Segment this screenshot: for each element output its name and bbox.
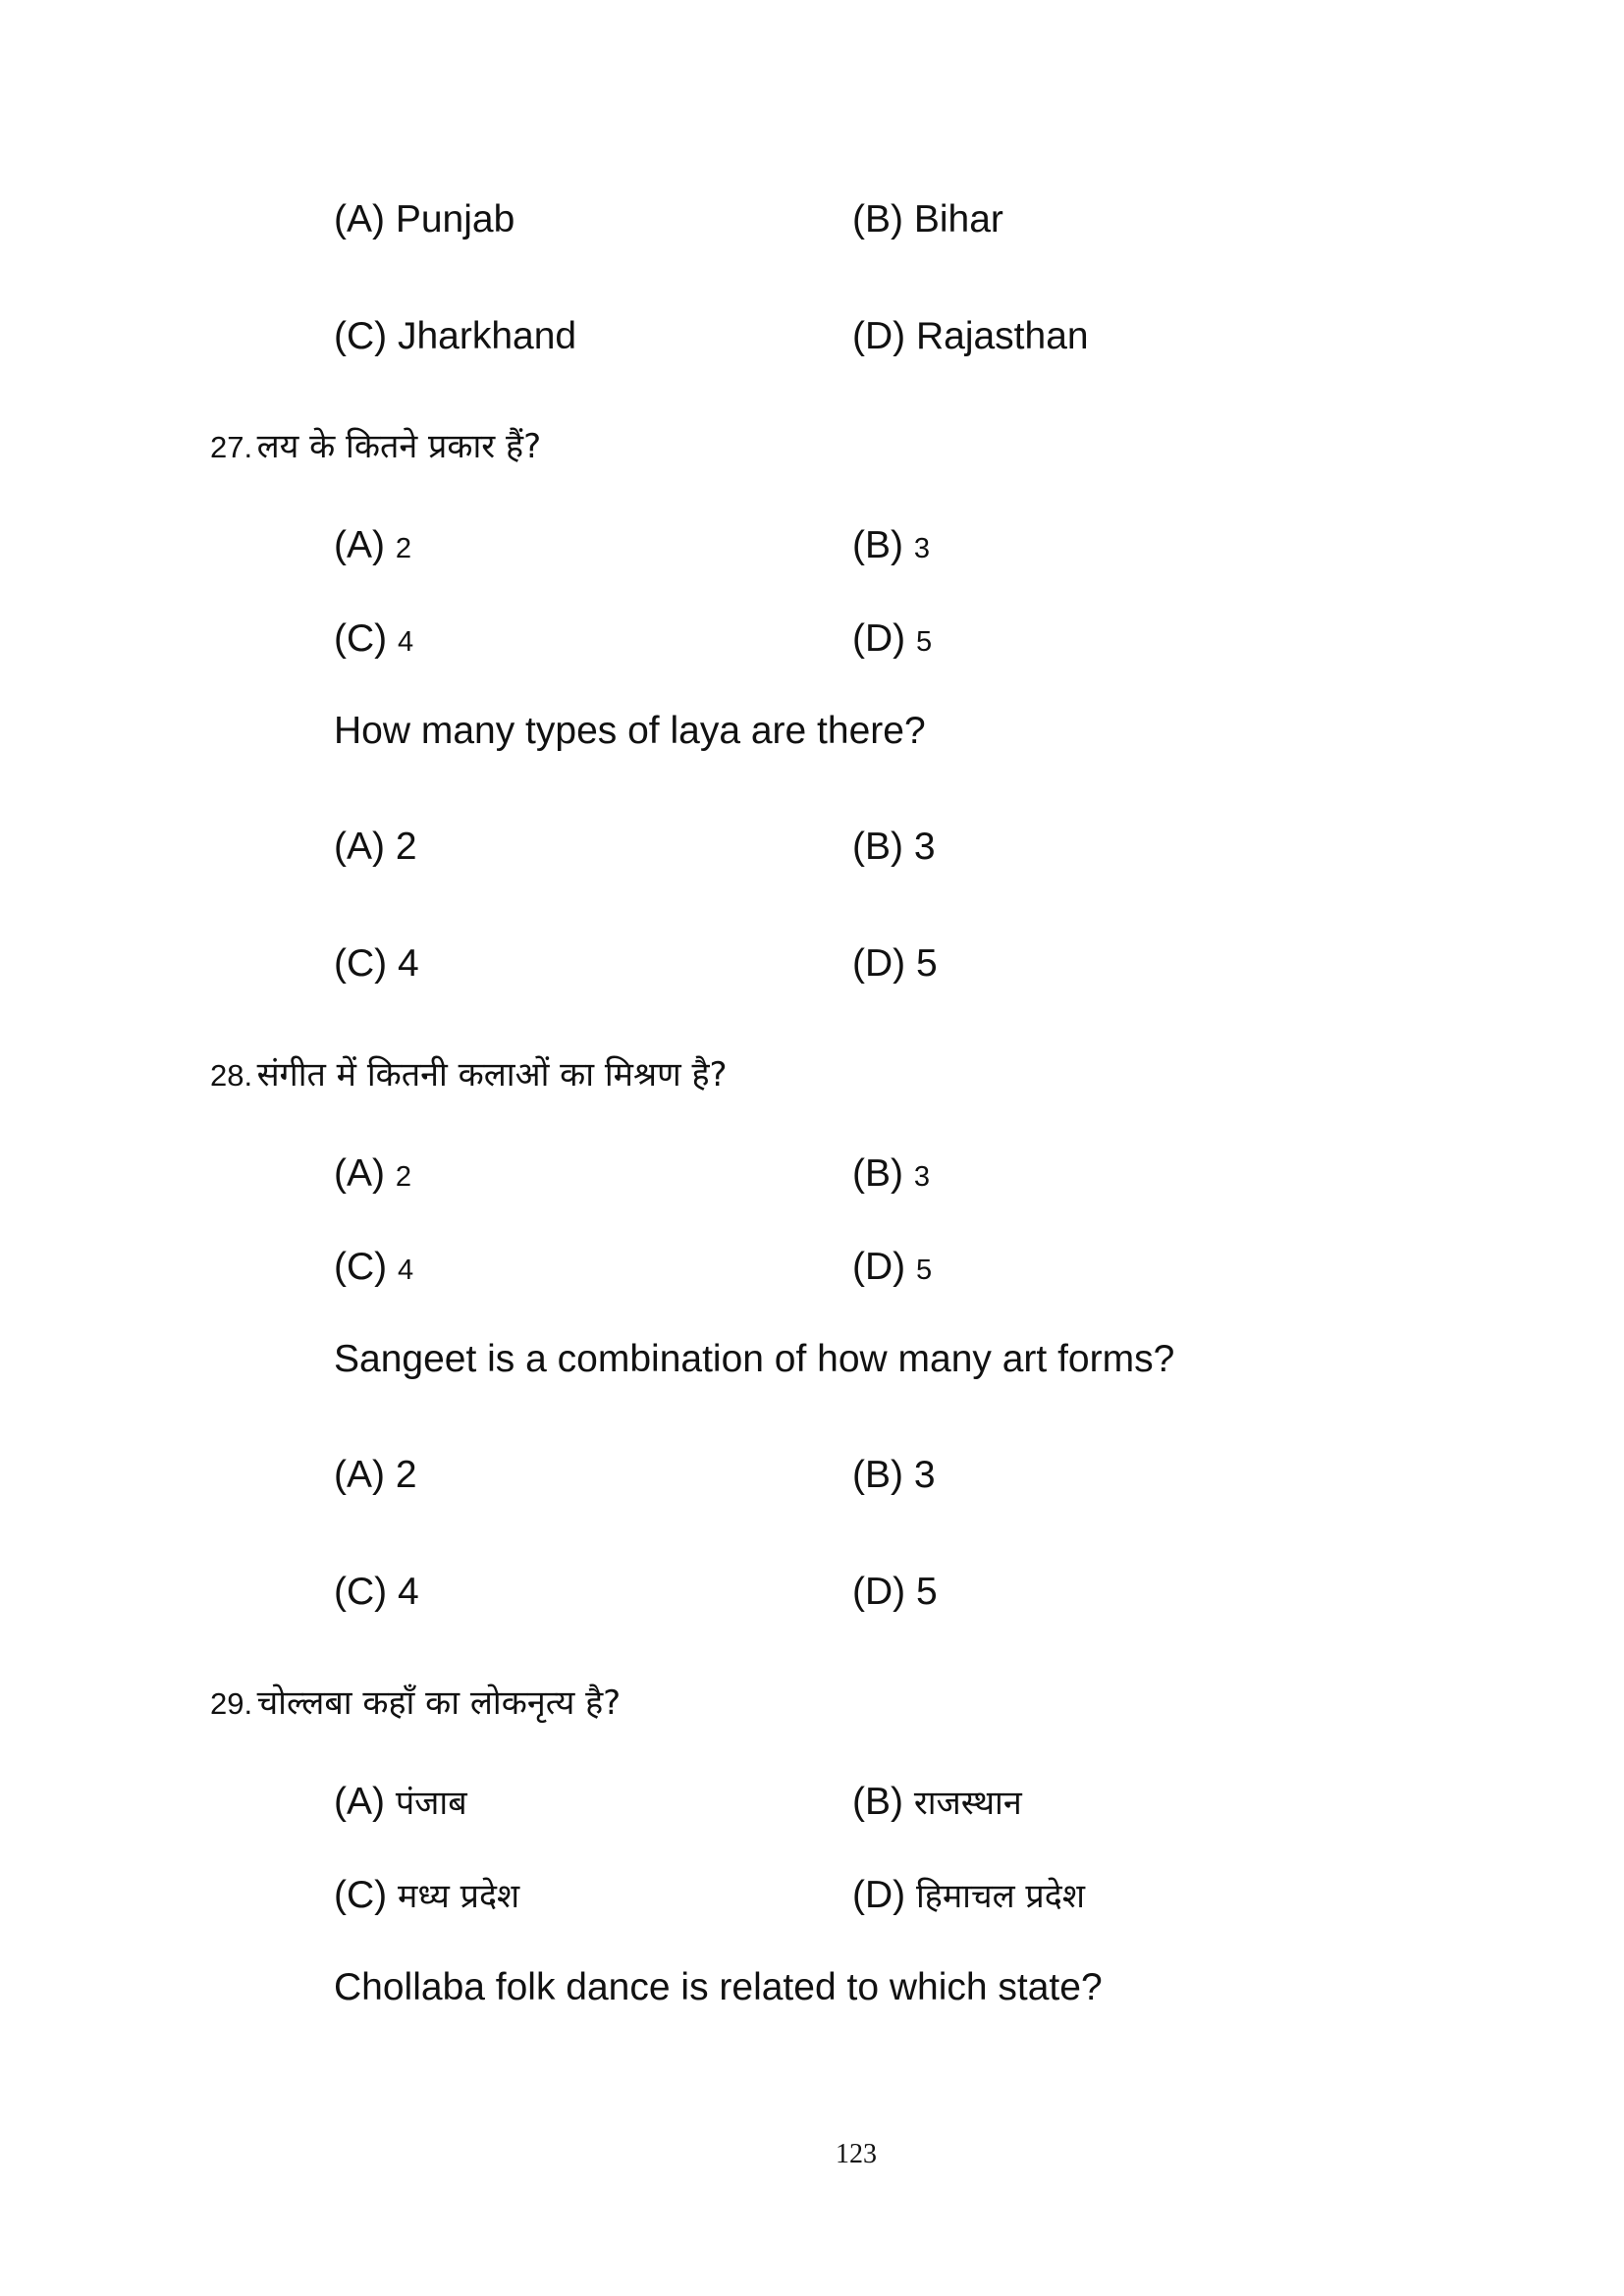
q27-hindi-option-b	[852, 526, 930, 564]
question-number: 29.	[210, 1686, 253, 1721]
option-label: (D)	[852, 617, 906, 660]
q28-hindi-option-c	[334, 1248, 413, 1286]
question-27-english: How many types of laya are there?	[334, 710, 926, 752]
option-value: 5	[915, 1255, 933, 1286]
option-value: 5	[915, 626, 933, 658]
q28-option-b: (B) 3	[852, 1454, 936, 1496]
option-label: (D)	[852, 1874, 906, 1916]
option-value: 3	[913, 1161, 930, 1193]
question-text-hindi: संगीत में कितनी कलाओं का मिश्रण है?	[256, 1055, 728, 1095]
option-value: 4	[397, 1255, 414, 1286]
q27-hindi-option-c	[334, 619, 413, 658]
question-29-english: Chollaba folk dance is related to which state?	[334, 1966, 1103, 2008]
option-b: (B) Bihar	[852, 198, 1003, 240]
q28-option-a: (A) 2	[334, 1454, 417, 1496]
q27-option-b: (B) 3	[852, 826, 936, 868]
q27-option-c: (C) 4	[334, 942, 419, 985]
q28-option-c: (C) 4	[334, 1571, 419, 1613]
question-29-hindi	[210, 1683, 622, 1723]
question-number: 27.	[210, 430, 253, 464]
option-value: 2	[395, 1161, 411, 1193]
q27-option-a: (A) 2	[334, 826, 417, 868]
option-value: 4	[397, 626, 414, 658]
q28-hindi-option-a	[334, 1154, 411, 1193]
question-28-english: Sangeet is a combination of how many art forms?	[334, 1338, 1175, 1380]
option-label: (C)	[334, 617, 388, 660]
option-label: (A)	[334, 1152, 385, 1195]
q28-option-d: (D) 5	[852, 1571, 938, 1613]
q29-hindi-option-a	[334, 1783, 467, 1821]
q27-hindi-option-d	[852, 619, 932, 658]
option-c: (C) Jharkhand	[334, 315, 577, 357]
option-value: हिमाचल प्रदेश	[915, 1877, 1085, 1916]
q28-hindi-option-b	[852, 1154, 930, 1193]
option-label: (B)	[852, 524, 903, 566]
option-label: (C)	[334, 1246, 388, 1288]
option-a: (A) Punjab	[334, 198, 515, 240]
option-value: 3	[913, 533, 930, 564]
q27-option-d: (D) 5	[852, 942, 938, 985]
q27-hindi-option-a	[334, 526, 411, 564]
option-label: (D)	[852, 1246, 906, 1288]
option-value: 2	[395, 533, 411, 564]
page-number: 123	[836, 2139, 877, 2169]
option-d: (D) Rajasthan	[852, 315, 1089, 357]
q29-hindi-option-c	[334, 1876, 519, 1914]
option-value: मध्य प्रदेश	[397, 1877, 520, 1916]
question-text-hindi: लय के कितने प्रकार हैं?	[256, 427, 542, 466]
question-text-hindi: चोल्लबा कहाँ का लोकनृत्य है?	[256, 1683, 622, 1723]
q29-hindi-option-d	[852, 1876, 1085, 1914]
option-label: (A)	[334, 1781, 385, 1823]
question-number: 28.	[210, 1058, 253, 1093]
option-label: (C)	[334, 1874, 388, 1916]
option-label: (B)	[852, 1152, 903, 1195]
question-27-hindi	[210, 427, 542, 466]
question-28-hindi	[210, 1055, 728, 1095]
option-label: (B)	[852, 1781, 903, 1823]
option-value: राजस्थान	[913, 1784, 1022, 1823]
option-label: (A)	[334, 524, 385, 566]
q29-hindi-option-b	[852, 1783, 1022, 1821]
q28-hindi-option-d	[852, 1248, 932, 1286]
option-value: पंजाब	[395, 1784, 467, 1823]
